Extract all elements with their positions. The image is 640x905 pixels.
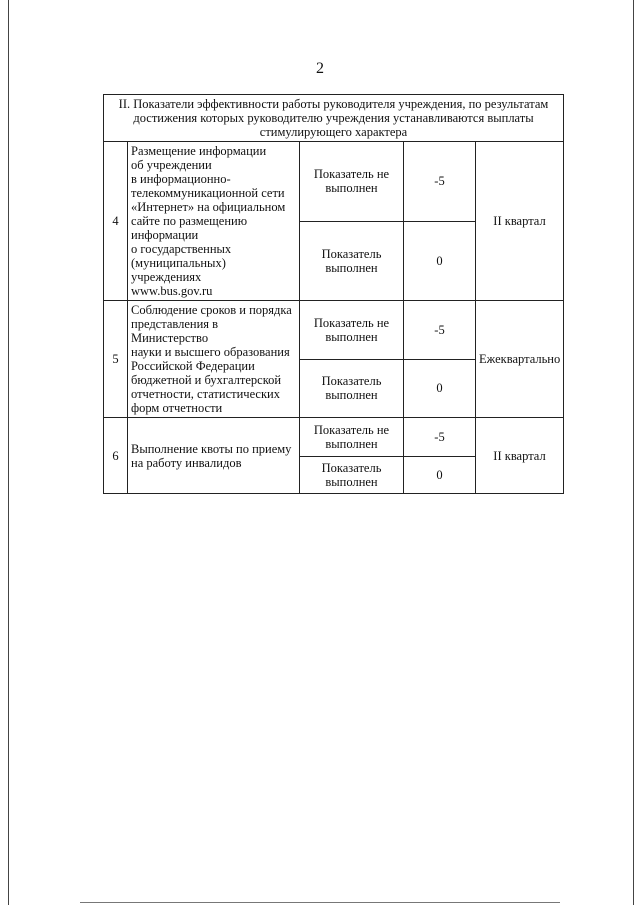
indicator-name xyxy=(128,301,300,418)
indicator-name xyxy=(128,142,300,301)
indicator-name-line: Соблюдение сроков и порядка xyxy=(131,303,292,317)
row-number: 5 xyxy=(104,301,128,418)
score-value: -5 xyxy=(404,142,476,222)
table-row xyxy=(104,418,564,457)
page-number: 2 xyxy=(316,60,324,77)
period: II квартал xyxy=(476,418,564,494)
indicator-name-line: информации xyxy=(131,228,199,242)
indicator-name-line: форм отчетности xyxy=(131,401,223,415)
bottom-divider xyxy=(80,902,560,903)
period: Ежеквартально xyxy=(476,301,564,418)
table-row xyxy=(104,301,564,360)
indicator-name-line: на работу инвалидов xyxy=(131,455,242,470)
condition-met: Показатель выполнен xyxy=(300,221,404,301)
score-value: 0 xyxy=(404,359,476,418)
section-title: II. Показатели эффективности работы руководителя учреждения, по результатам достижения которых руководителю учреждения устанавливаются выплаты стимулирующего характера xyxy=(104,95,564,142)
indicator-name-line: в информационно- xyxy=(131,172,231,186)
score-value: -5 xyxy=(404,301,476,360)
score-value: 0 xyxy=(404,221,476,301)
condition-met: Показатель выполнен xyxy=(300,457,404,494)
indicator-name-line: об учреждении xyxy=(131,158,212,172)
indicator-name-line: представления в Министерство xyxy=(131,317,219,345)
row-number: 6 xyxy=(104,418,128,494)
section-header-row xyxy=(104,95,564,142)
condition-met: Показатель выполнен xyxy=(300,359,404,418)
indicator-name-line: сайте по размещению xyxy=(131,214,248,228)
indicator-name-line: Российской Федерации xyxy=(131,359,255,373)
condition-not-met: Показатель не выполнен xyxy=(300,142,404,222)
indicator-name-line: www.bus.gov.ru xyxy=(131,284,213,298)
period: II квартал xyxy=(476,142,564,301)
indicator-name-line: о государственных xyxy=(131,242,232,256)
indicator-name-line: Размещение информации xyxy=(131,144,267,158)
condition-not-met: Показатель не выполнен xyxy=(300,418,404,457)
score-value: -5 xyxy=(404,418,476,457)
table-row xyxy=(104,142,564,222)
indicator-name-line: «Интернет» на официальном xyxy=(131,200,286,214)
indicator-name-line: (муниципальных) учреждениях xyxy=(131,256,226,284)
indicator-name-line: науки и высшего образования xyxy=(131,345,290,359)
indicator-name-line: телекоммуникационной сети xyxy=(131,186,285,200)
indicator-name-line: отчетности, статистических xyxy=(131,387,280,401)
score-value: 0 xyxy=(404,457,476,494)
kpi-table xyxy=(103,94,564,494)
indicator-name-line: Выполнение квоты по приему xyxy=(131,441,292,456)
indicator-name xyxy=(128,418,300,494)
row-number: 4 xyxy=(104,142,128,301)
condition-not-met: Показатель не выполнен xyxy=(300,301,404,360)
indicator-name-line: бюджетной и бухгалтерской xyxy=(131,373,282,387)
